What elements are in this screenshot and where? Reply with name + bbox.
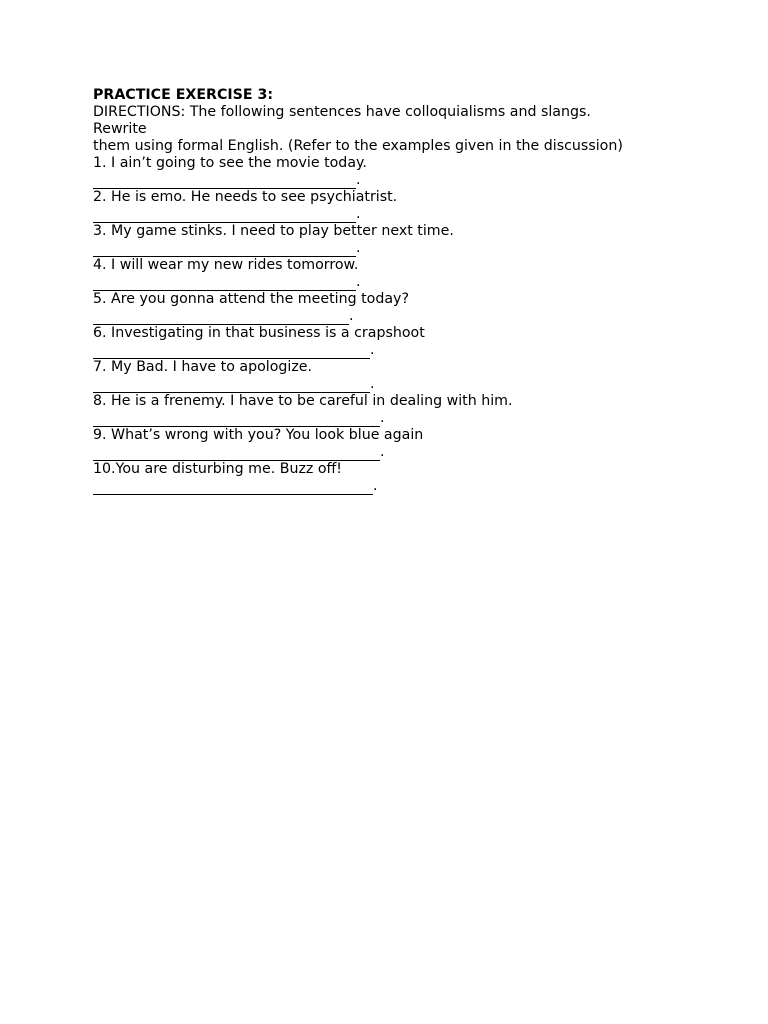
sentence-text: 1. I ain’t going to see the movie today. (93, 155, 367, 171)
answer-blank[interactable] (93, 240, 733, 257)
sentence-text: 9. What’s wrong with you? You look blue again (93, 427, 424, 443)
answer-line[interactable] (93, 345, 370, 359)
exercise-item-8 (93, 393, 733, 427)
answer-period: . (370, 376, 375, 392)
sentence-text: 6. Investigating in that business is a crapshoot (93, 325, 425, 341)
answer-period: . (356, 172, 361, 188)
sentence-text: 3. My game stinks. I need to play better next time. (93, 223, 454, 239)
worksheet-page (93, 87, 733, 495)
answer-period: . (356, 274, 361, 290)
answer-blank[interactable] (93, 376, 733, 393)
answer-blank[interactable] (93, 274, 733, 291)
exercise-item-1 (93, 155, 733, 189)
answer-period: . (356, 206, 361, 222)
answer-period: . (349, 308, 354, 324)
answer-blank[interactable] (93, 172, 733, 189)
answer-blank[interactable] (93, 444, 733, 461)
answer-line[interactable] (93, 209, 356, 223)
exercise-item-6 (93, 325, 733, 359)
answer-line[interactable] (93, 413, 380, 427)
answer-blank[interactable] (93, 206, 733, 223)
answer-period: . (373, 478, 378, 494)
sentence-text: 8. He is a frenemy. I have to be careful in dealing with him. (93, 393, 513, 409)
directions-line-3: them using formal English. (Refer to the examples given in the discussion) (93, 138, 623, 154)
answer-period: . (370, 342, 375, 358)
answer-line[interactable] (93, 379, 370, 393)
answer-blank[interactable] (93, 342, 733, 359)
answer-blank[interactable] (93, 478, 733, 495)
exercise-item-9 (93, 427, 733, 461)
answer-line[interactable] (93, 175, 356, 189)
answer-period: . (356, 240, 361, 256)
sentence-text: 2. He is emo. He needs to see psychiatrist. (93, 189, 398, 205)
exercise-item-4 (93, 257, 733, 291)
answer-blank[interactable] (93, 308, 733, 325)
sentence-text: 5. Are you gonna attend the meeting today? (93, 291, 409, 307)
answer-line[interactable] (93, 243, 356, 257)
exercise-item-7 (93, 359, 733, 393)
directions-line-1: DIRECTIONS: The following sentences have colloquialisms and slangs. (93, 104, 591, 120)
sentence-text: 10.You are disturbing me. Buzz off! (93, 461, 342, 477)
exercise-item-10 (93, 461, 733, 495)
directions-line-2: Rewrite (93, 121, 147, 137)
sentence-text: 4. I will wear my new rides tomorrow. (93, 257, 359, 273)
answer-line[interactable] (93, 311, 349, 325)
answer-line[interactable] (93, 277, 356, 291)
sentence-text: 7. My Bad. I have to apologize. (93, 359, 313, 375)
exercise-title: PRACTICE EXERCISE 3: (93, 87, 274, 103)
exercise-item-2 (93, 189, 733, 223)
exercise-item-3 (93, 223, 733, 257)
answer-blank[interactable] (93, 410, 733, 427)
answer-period: . (380, 444, 385, 460)
answer-line[interactable] (93, 481, 373, 495)
answer-period: . (380, 410, 385, 426)
exercise-item-5 (93, 291, 733, 325)
answer-line[interactable] (93, 447, 380, 461)
